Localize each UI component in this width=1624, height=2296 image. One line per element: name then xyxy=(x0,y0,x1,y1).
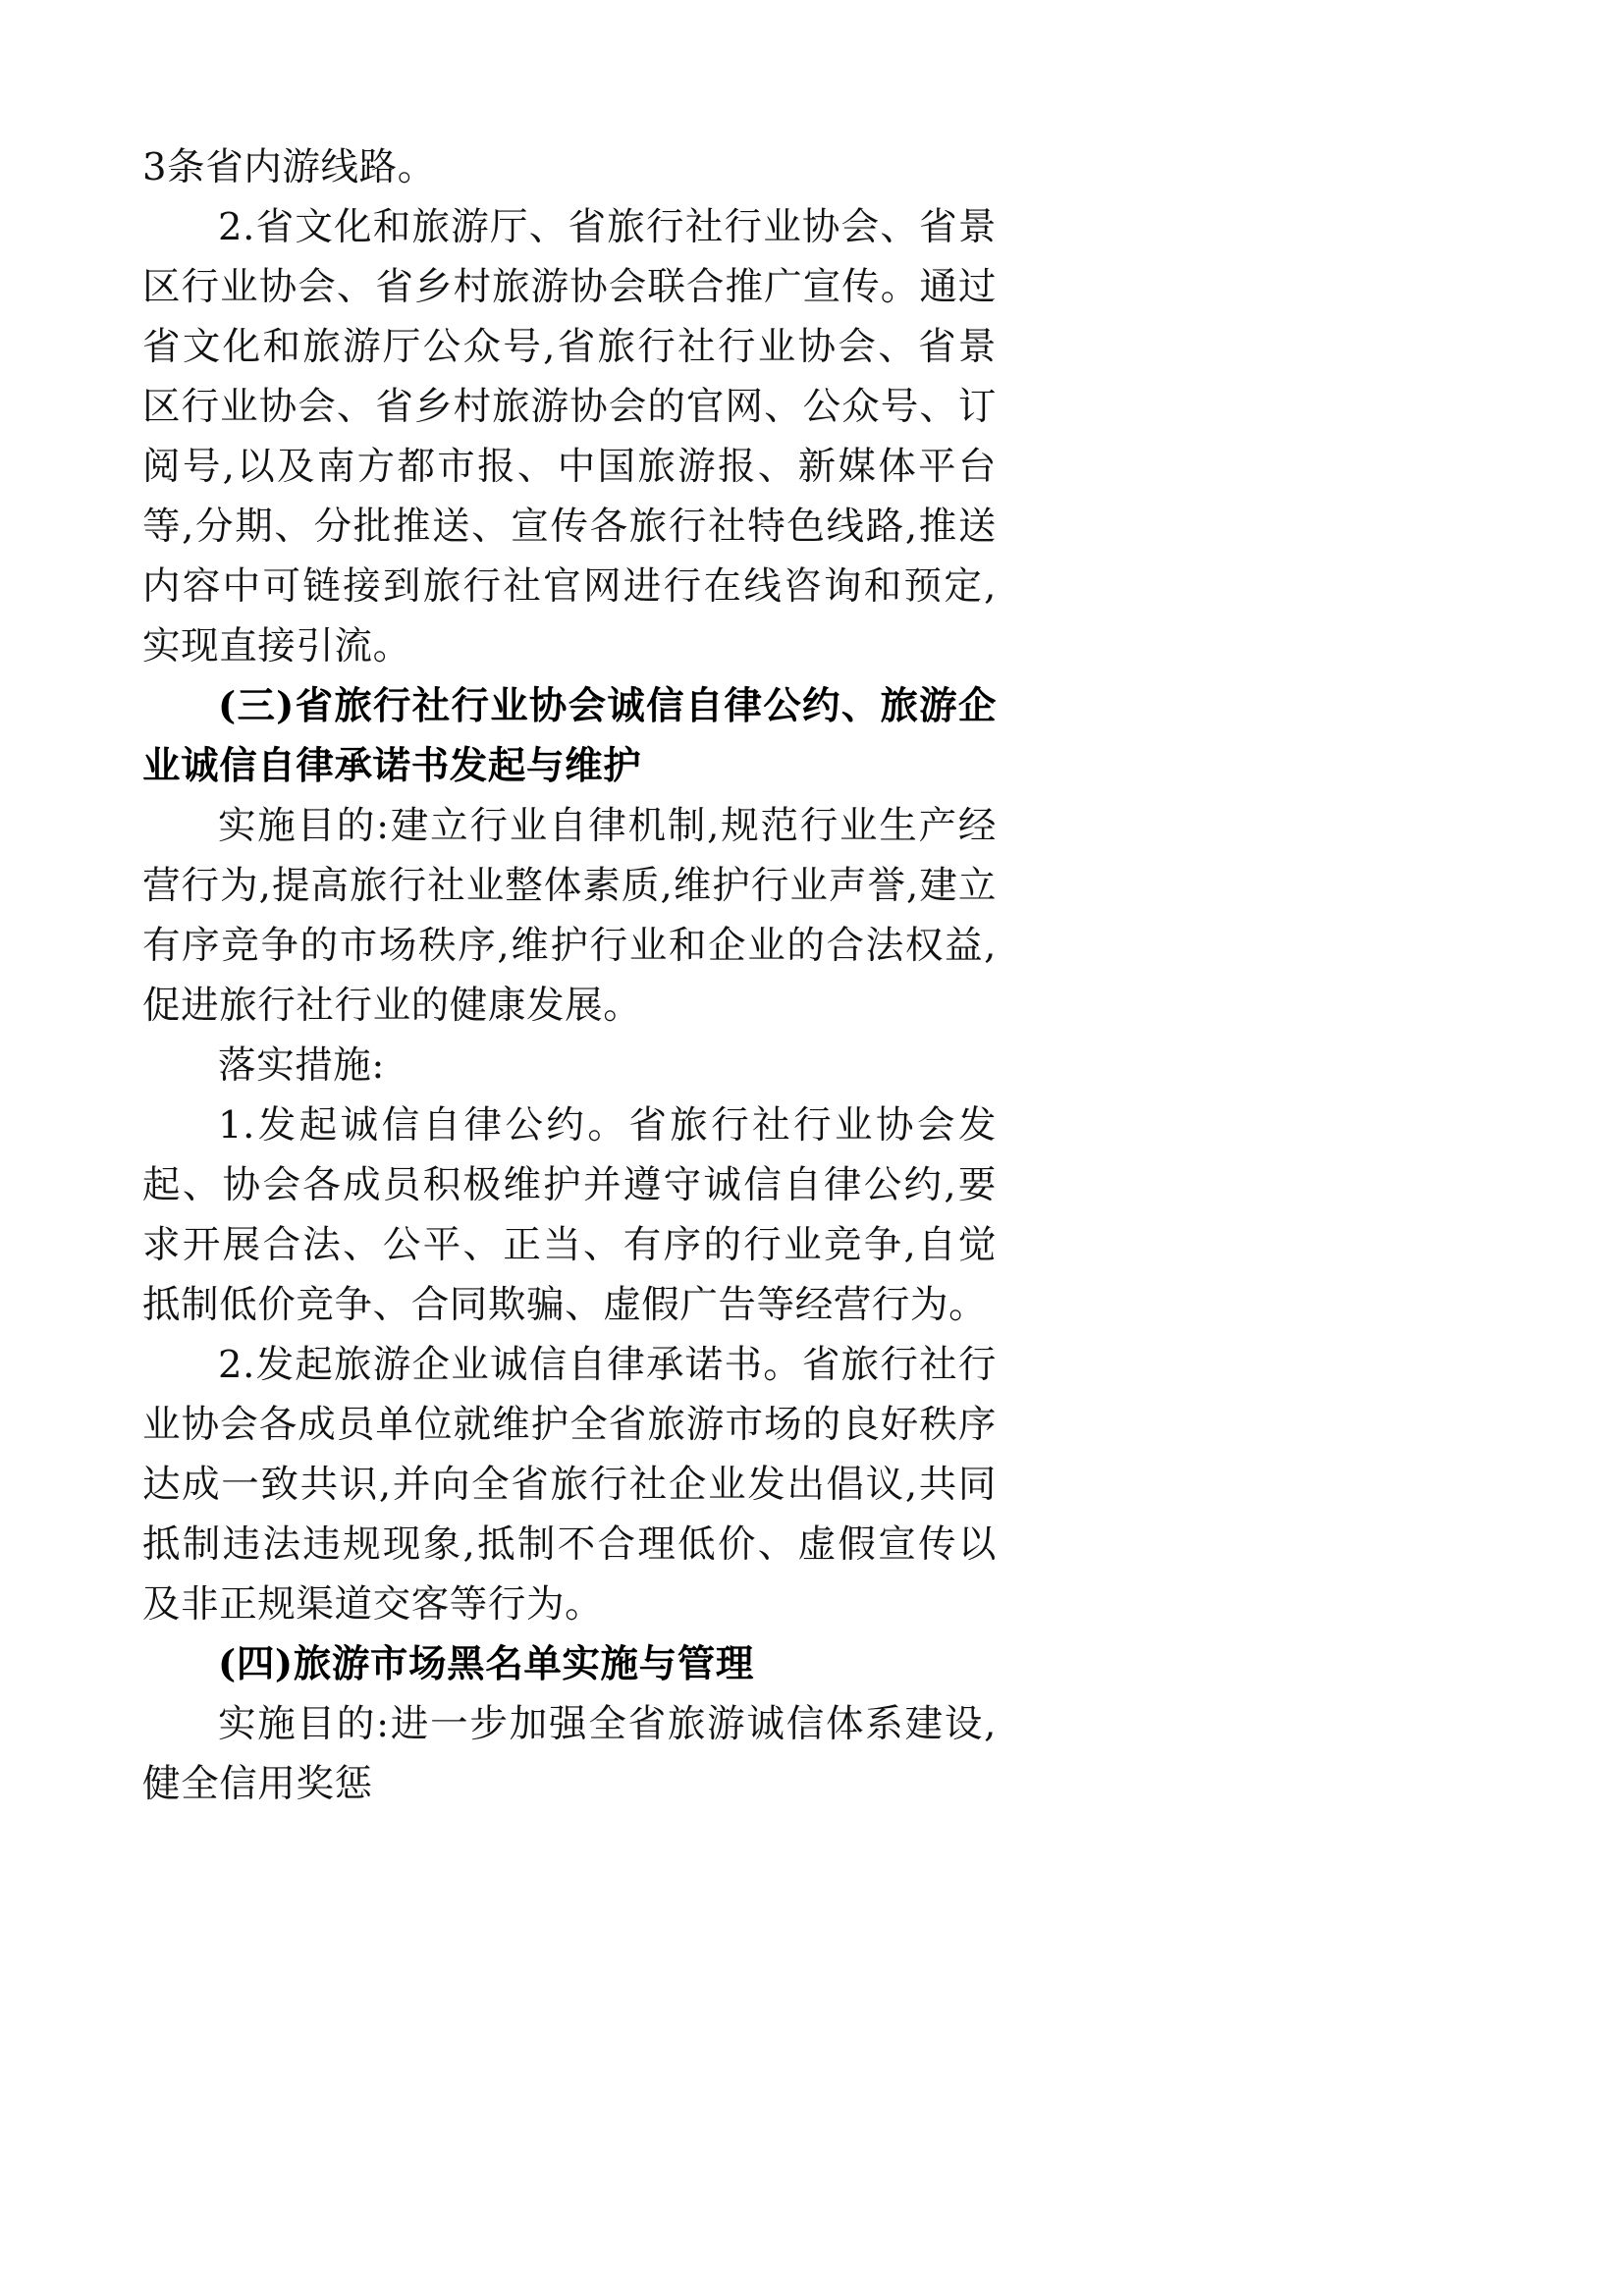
section-heading-si: (四)旅游市场黑名单实施与管理 xyxy=(218,1642,754,1686)
section-heading-san: (三)省旅行社行业协会诚信自律公约、旅游企业诚信自律承诺书发起与维护 xyxy=(142,684,997,788)
paragraph-purpose-si: 实施目的:进一步加强全省旅游诚信体系建设,健全信用奖惩 xyxy=(142,1702,997,1806)
page-content-column xyxy=(142,137,997,1814)
paragraph-purpose-san: 实施目的:建立行业自律机制,规范行业生产经营行为,提高旅行社业整体素质,维护行业声誉,建立有序竞争的市场秩序,维护行业和企业的合法权益,促进旅行社行业的健康发展。 xyxy=(142,804,997,1028)
paragraph-measures-label-san: 落实措施: xyxy=(218,1043,385,1088)
paragraph-promo-item-2: 2.省文化和旅游厅、省旅行社行业协会、省景区行业协会、省乡村旅游协会联合推广宣传。通过省文化和旅游厅公众号,省旅行社行业协会、省景区行业协会、省乡村旅游协会的官网、公众号、订阅号,以及南方都市报、中国旅游报、新媒体平台等,分期、分批推送、宣传各旅行社特色线路,推送内容中可链接到旅行社官网进行在线咨询和预定,实现直接引流。 xyxy=(142,205,997,668)
paragraph-carryover-line: 3条省内游线路。 xyxy=(142,145,436,189)
paragraph-measure-san-2: 2.发起旅游企业诚信自律承诺书。省旅行社行业协会各成员单位就维护全省旅游市场的良好秩序达成一致共识,并向全省旅行社企业发出倡议,共同抵制违法违规现象,抵制不合理低价、虚假宣传以及非正规渠道交客等行为。 xyxy=(142,1343,997,1627)
paragraph-measure-san-1: 1.发起诚信自律公约。省旅行社行业协会发起、协会各成员积极维护并遵守诚信自律公约,要求开展合法、公平、正当、有序的行业竞争,自觉抵制低价竞争、合同欺骗、虚假广告等经营行为。 xyxy=(142,1103,997,1327)
